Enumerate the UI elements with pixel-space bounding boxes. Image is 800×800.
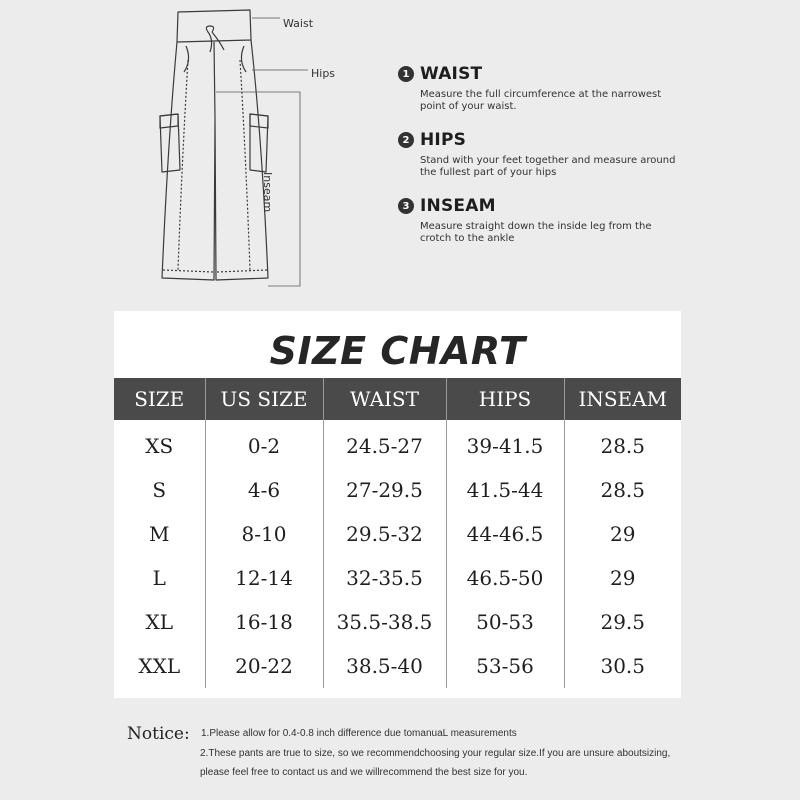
cell-inseam: 28.5 — [564, 420, 681, 468]
cell-waist: 27-29.5 — [323, 468, 446, 512]
cell-us-size: 20-22 — [205, 644, 323, 688]
table-row — [114, 420, 681, 468]
step-description — [420, 89, 698, 113]
cell-us-size: 12-14 — [205, 556, 323, 600]
table-row — [114, 512, 681, 556]
header-inseam: INSEAM — [564, 378, 681, 420]
table-row — [114, 556, 681, 600]
header-hips: HIPS — [446, 378, 564, 420]
notice-line: 2.These pants are true to size, so we recommendchoosing your regular size.If you are unsure aboutsizing, — [200, 748, 671, 759]
table-row — [114, 600, 681, 644]
header-size: SIZE — [114, 378, 205, 420]
step-number-badge: 2 — [398, 132, 414, 148]
notice-line: 1.Please allow for 0.4-0.8 inch difference due tomanuaL measurements — [201, 728, 517, 739]
cell-inseam: 30.5 — [564, 644, 681, 688]
step-description-line: Measure the full circumference at the narrowest — [420, 89, 662, 100]
cell-hips: 39-41.5 — [446, 420, 564, 468]
cell-waist: 32-35.5 — [323, 556, 446, 600]
cell-size: XXL — [138, 654, 181, 678]
cell-waist: 38.5-40 — [323, 644, 446, 688]
step-description-line: the fullest part of your hips — [420, 167, 557, 178]
cell-size: XS — [145, 434, 174, 458]
step-description — [420, 221, 698, 245]
step-title: WAIST — [420, 64, 483, 84]
step-description-line: Stand with your feet together and measure around — [420, 155, 676, 166]
size-table — [114, 378, 681, 688]
step-description-line: Measure straight down the inside leg from the — [420, 221, 652, 232]
cell-size: XL — [145, 610, 174, 634]
cell-waist: 29.5-32 — [323, 512, 446, 556]
table-header-row — [114, 378, 681, 420]
step-description-line: point of your waist. — [420, 101, 517, 112]
step-waist — [398, 62, 698, 113]
header-us-size: US SIZE — [205, 378, 323, 420]
step-description — [420, 155, 698, 179]
cell-hips: 50-53 — [446, 600, 564, 644]
cell-size: S — [152, 478, 167, 502]
cell-hips: 53-56 — [446, 644, 564, 688]
step-title: HIPS — [420, 130, 467, 150]
cell-inseam: 29 — [564, 512, 681, 556]
step-inseam — [398, 194, 698, 245]
cell-size: M — [149, 522, 170, 546]
hips-label: Hips — [311, 67, 336, 80]
step-number-badge: 3 — [398, 198, 414, 214]
size-chart-title: SIZE CHART — [269, 329, 526, 373]
cell-us-size: 16-18 — [205, 600, 323, 644]
step-number-badge: 1 — [398, 66, 414, 82]
inseam-label: Inseam — [261, 172, 274, 213]
table-row — [114, 468, 681, 512]
step-title: INSEAM — [420, 196, 496, 216]
cell-hips: 41.5-44 — [446, 468, 564, 512]
measurement-steps — [398, 62, 698, 260]
cell-us-size: 0-2 — [205, 420, 323, 468]
pants-illustration — [140, 0, 340, 300]
cell-hips: 44-46.5 — [446, 512, 564, 556]
notice-label: Notice: — [127, 724, 190, 744]
cell-inseam: 29 — [564, 556, 681, 600]
step-description-line: crotch to the ankle — [420, 233, 515, 244]
cell-inseam: 28.5 — [564, 468, 681, 512]
waist-label: Waist — [283, 17, 314, 30]
notice-line: please feel free to contact us and we willrecommend the best size for you. — [200, 767, 528, 778]
pants-diagram — [140, 0, 340, 300]
step-hips — [398, 128, 698, 179]
cell-waist: 24.5-27 — [323, 420, 446, 468]
size-chart-card — [114, 311, 681, 698]
header-waist: WAIST — [323, 378, 446, 420]
cell-size: L — [152, 566, 166, 590]
cell-inseam: 29.5 — [564, 600, 681, 644]
table-row — [114, 644, 681, 688]
cell-us-size: 4-6 — [205, 468, 323, 512]
cell-hips: 46.5-50 — [446, 556, 564, 600]
cell-waist: 35.5-38.5 — [323, 600, 446, 644]
cell-us-size: 8-10 — [205, 512, 323, 556]
